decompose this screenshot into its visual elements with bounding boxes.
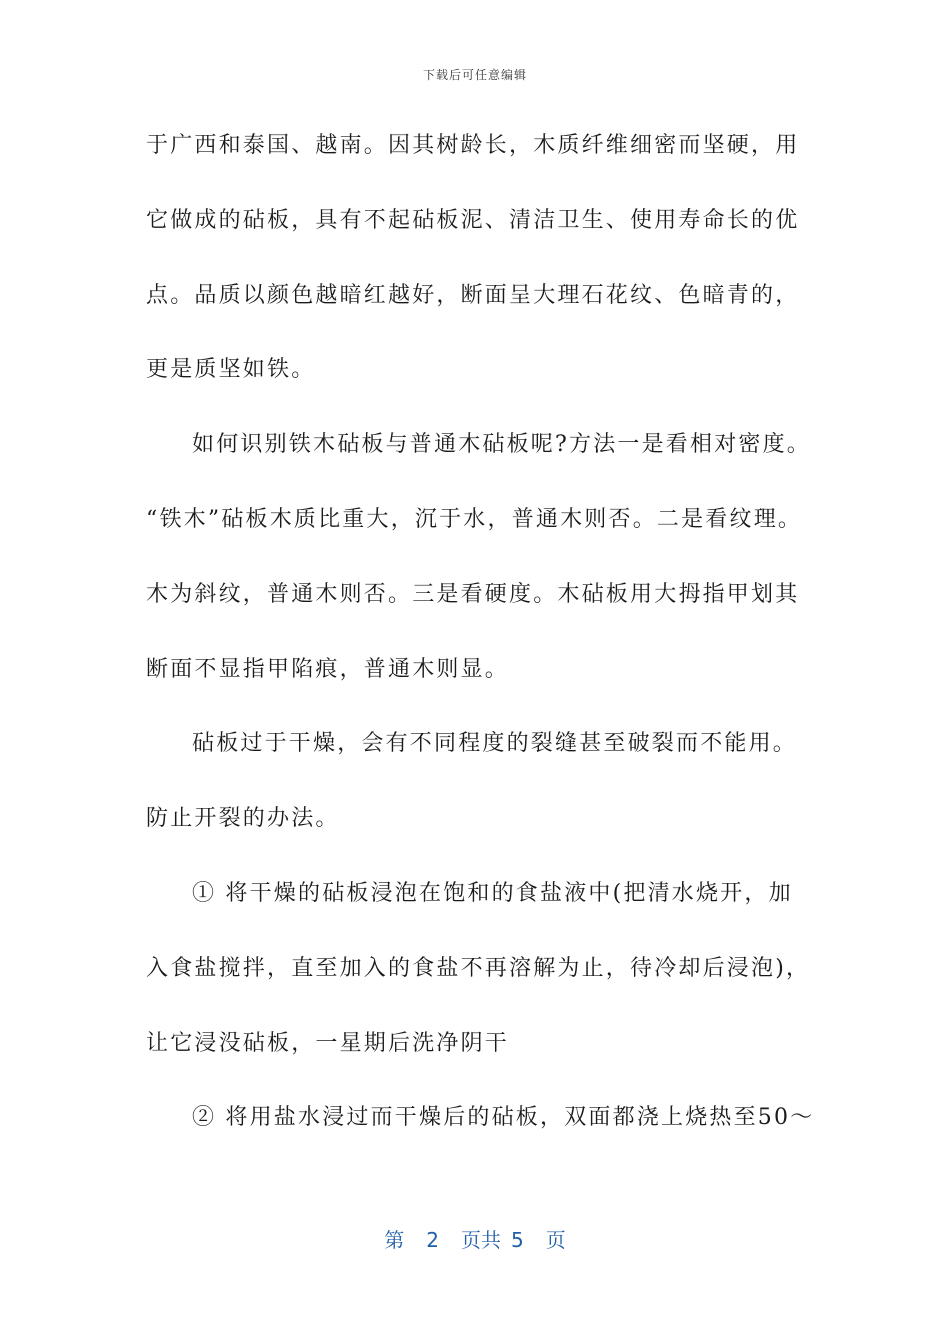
text-line: 它做成的砧板，具有不起砧板泥、清洁卫生、使用寿命长的优: [146, 207, 800, 233]
footer-current-page: 2: [426, 1228, 439, 1252]
footer-total-pages: 5: [511, 1228, 524, 1252]
text-line: 更是质坚如铁。: [146, 357, 316, 383]
page-header: 下载后可任意编辑: [422, 68, 527, 82]
text-line: 让它浸没砧板，一星期后洗净阴干: [146, 1030, 510, 1056]
page-footer: [0, 1224, 950, 1253]
text-line: 入食盐搅拌，直至加入的食盐不再溶解为止，待冷却后浸泡)，: [146, 955, 811, 981]
text-line: “铁木”砧板木质比重大，沉于水，普通木则否。二是看纹理。: [146, 506, 803, 532]
text-line: 如何识别铁木砧板与普通木砧板呢?方法一是看相对密度。: [192, 432, 811, 458]
text-line: 点。品质以颜色越暗红越好，断面呈大理石花纹、色暗青的，: [146, 282, 800, 308]
text-line: 木为斜纹，普通木则否。三是看硬度。木砧板用大拇指甲划其: [146, 581, 800, 607]
text-line: ② 将用盐水浸过而干燥后的砧板，双面都浇上烧热至50～: [192, 1105, 815, 1131]
footer-label-page: 第: [384, 1228, 405, 1252]
text-line: 防止开裂的办法。: [146, 806, 340, 832]
text-line: 于广西和泰国、越南。因其树龄长，木质纤维细密而坚硬，用: [146, 133, 800, 158]
text-line: 断面不显指甲陷痕，普通木则显。: [146, 656, 510, 682]
footer-label-page-of: 页共: [461, 1228, 501, 1252]
document-body: [146, 120, 815, 1167]
text-line: 砧板过于干燥，会有不同程度的裂缝甚至破裂而不能用。: [192, 731, 798, 757]
footer-label-page-end: 页: [545, 1228, 566, 1252]
text-line: ① 将干燥的砧板浸泡在饱和的食盐液中(把清水烧开，加: [192, 880, 793, 906]
